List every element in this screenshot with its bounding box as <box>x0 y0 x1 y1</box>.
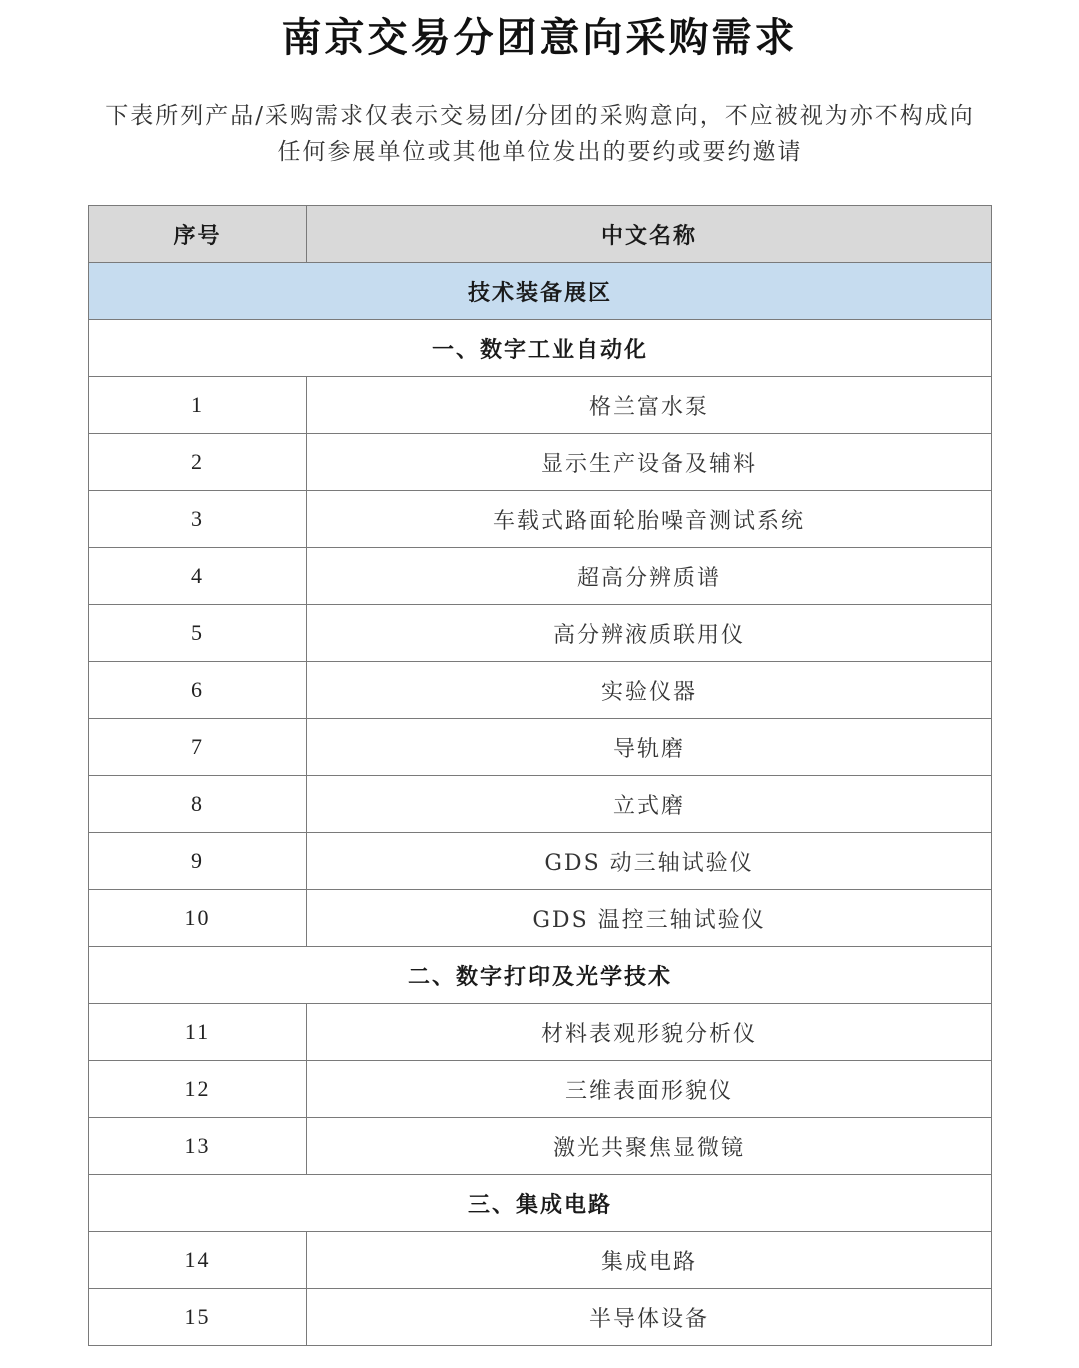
item-name: 半导体设备 <box>307 1289 992 1346</box>
item-name: 超高分辨质谱 <box>307 548 992 605</box>
table-row <box>89 1004 992 1061</box>
item-name: GDS 温控三轴试验仪 <box>307 890 992 947</box>
section-row <box>89 1175 992 1232</box>
row-number: 2 <box>89 434 307 491</box>
table-body <box>89 206 992 1346</box>
item-name: 材料表观形貌分析仪 <box>307 1004 992 1061</box>
item-name: 三维表面形貌仪 <box>307 1061 992 1118</box>
item-name: 格兰富水泵 <box>307 377 992 434</box>
row-number: 10 <box>89 890 307 947</box>
row-number: 11 <box>89 1004 307 1061</box>
table-row <box>89 1118 992 1175</box>
section-title: 三、集成电路 <box>89 1175 992 1232</box>
area-row <box>89 263 992 320</box>
row-number: 6 <box>89 662 307 719</box>
item-name: 集成电路 <box>307 1232 992 1289</box>
table-row <box>89 1232 992 1289</box>
table-row <box>89 890 992 947</box>
row-number: 8 <box>89 776 307 833</box>
section-title: 二、数字打印及光学技术 <box>89 947 992 1004</box>
page-title: 南京交易分团意向采购需求 <box>281 14 798 61</box>
row-number: 12 <box>89 1061 307 1118</box>
item-name: GDS 动三轴试验仪 <box>307 833 992 890</box>
item-name: 激光共聚焦显微镜 <box>307 1118 992 1175</box>
row-number: 3 <box>89 491 307 548</box>
table-header-row <box>89 206 992 263</box>
item-name: 实验仪器 <box>307 662 992 719</box>
table-row <box>89 548 992 605</box>
column-header-name: 中文名称 <box>307 206 992 263</box>
table-row <box>89 776 992 833</box>
row-number: 7 <box>89 719 307 776</box>
column-header-no: 序号 <box>89 206 307 263</box>
item-name: 车载式路面轮胎噪音测试系统 <box>307 491 992 548</box>
table-row <box>89 662 992 719</box>
table-row <box>89 434 992 491</box>
table-row <box>89 377 992 434</box>
item-name: 导轨磨 <box>307 719 992 776</box>
table-row <box>89 1289 992 1346</box>
item-name: 显示生产设备及辅料 <box>307 434 992 491</box>
area-title: 技术装备展区 <box>89 263 992 320</box>
row-number: 1 <box>89 377 307 434</box>
row-number: 14 <box>89 1232 307 1289</box>
item-name: 高分辨液质联用仪 <box>307 605 992 662</box>
item-name: 立式磨 <box>307 776 992 833</box>
procurement-table <box>88 205 992 1346</box>
row-number: 4 <box>89 548 307 605</box>
table-row <box>89 833 992 890</box>
row-number: 15 <box>89 1289 307 1346</box>
subtitle-line-1: 下表所列产品/采购需求仅表示交易团/分团的采购意向，不应被视为亦不构成向 <box>105 103 975 129</box>
page-subtitle <box>90 98 990 170</box>
subtitle-line-2: 任何参展单位或其他单位发出的要约或要约邀请 <box>277 139 803 165</box>
table-row <box>89 491 992 548</box>
section-title: 一、数字工业自动化 <box>89 320 992 377</box>
row-number: 5 <box>89 605 307 662</box>
row-number: 9 <box>89 833 307 890</box>
table-row <box>89 605 992 662</box>
section-row <box>89 947 992 1004</box>
table-row <box>89 1061 992 1118</box>
table-row <box>89 719 992 776</box>
row-number: 13 <box>89 1118 307 1175</box>
section-row <box>89 320 992 377</box>
